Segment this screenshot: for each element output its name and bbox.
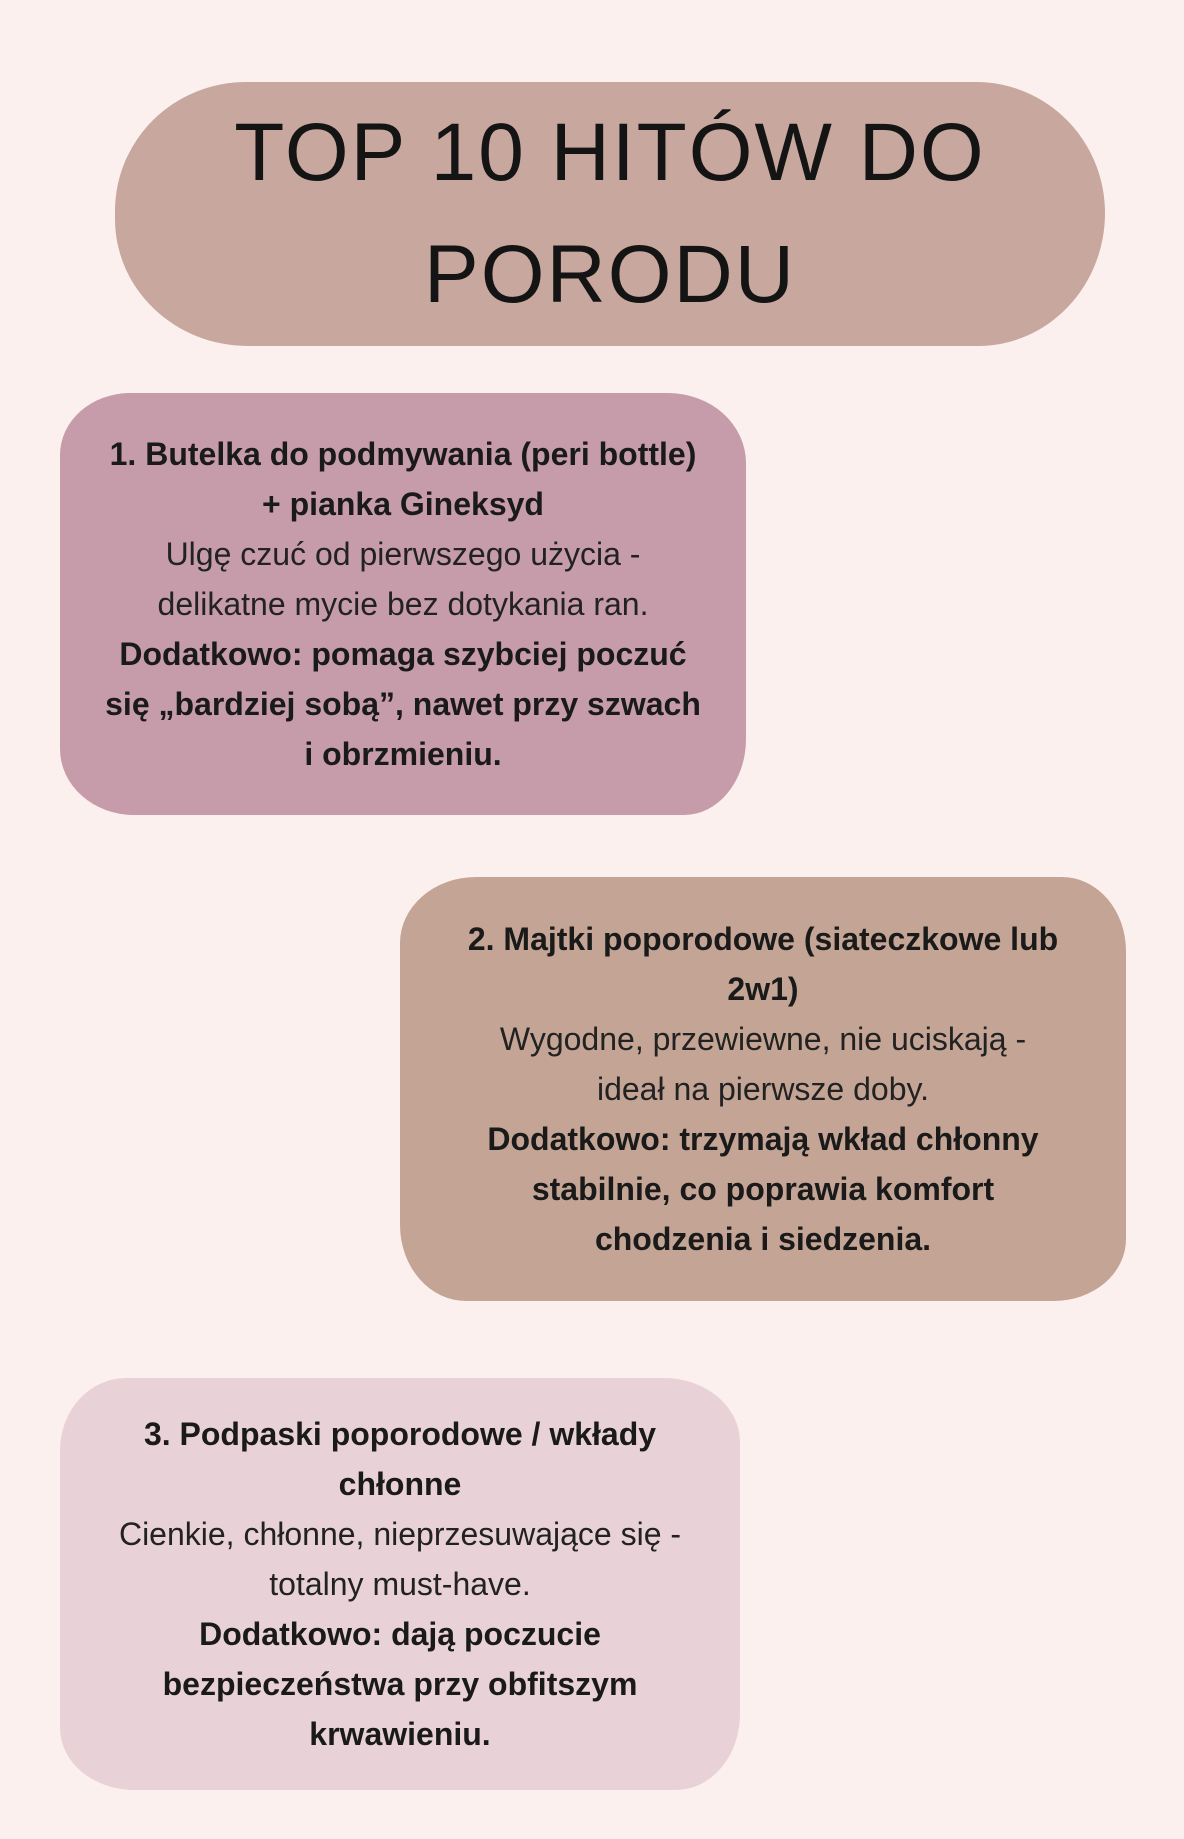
card2-title-line: 2w1): [727, 971, 799, 1007]
card3-extra-line: Dodatkowo: dają poczucie: [199, 1616, 601, 1652]
card3-extra-line: krwawieniu.: [309, 1716, 491, 1752]
card1-extra-line: się „bardziej sobą”, nawet przy szwach: [105, 686, 701, 722]
card-item-3: [60, 1378, 740, 1790]
card1-description-line: Ulgę czuć od pierwszego użycia -: [165, 536, 641, 572]
card-item-1: [60, 393, 746, 815]
card3-extra-line: bezpieczeństwa przy obfitszym: [162, 1666, 638, 1702]
card2-title-line: 2. Majtki poporodowe (siateczkowe lub: [467, 921, 1059, 957]
card1-title-line: + pianka Gineksyd: [262, 486, 544, 522]
header-banner: [115, 82, 1105, 346]
page-title-line2: PORODU: [424, 229, 796, 320]
card1-title-line: 1. Butelka do podmywania (peri bottle): [109, 436, 697, 472]
page-title-line1: TOP 10 HITÓW DO: [234, 107, 986, 198]
card1-extra-line: Dodatkowo: pomaga szybciej poczuć: [119, 636, 687, 672]
card3-description-line: Cienkie, chłonne, nieprzesuwające się -: [118, 1516, 682, 1552]
card2-description-line: Wygodne, przewiewne, nie uciskają -: [499, 1021, 1027, 1057]
card2-extra-line: chodzenia i siedzenia.: [594, 1221, 932, 1257]
card2-extra-line: Dodatkowo: trzymają wkład chłonny: [487, 1121, 1039, 1157]
card2-extra-line: stabilnie, co poprawia komfort: [531, 1171, 995, 1207]
card1-extra-line: i obrzmieniu.: [304, 736, 502, 772]
card3-description-line: totalny must-have.: [269, 1566, 531, 1602]
card3-title-line: chłonne: [338, 1466, 462, 1502]
card1-description-line: delikatne mycie bez dotykania ran.: [157, 586, 649, 622]
card-item-2: [400, 877, 1126, 1301]
card3-title-line: 3. Podpaski poporodowe / wkłady: [143, 1416, 657, 1452]
card2-description-line: ideał na pierwsze doby.: [596, 1071, 930, 1107]
